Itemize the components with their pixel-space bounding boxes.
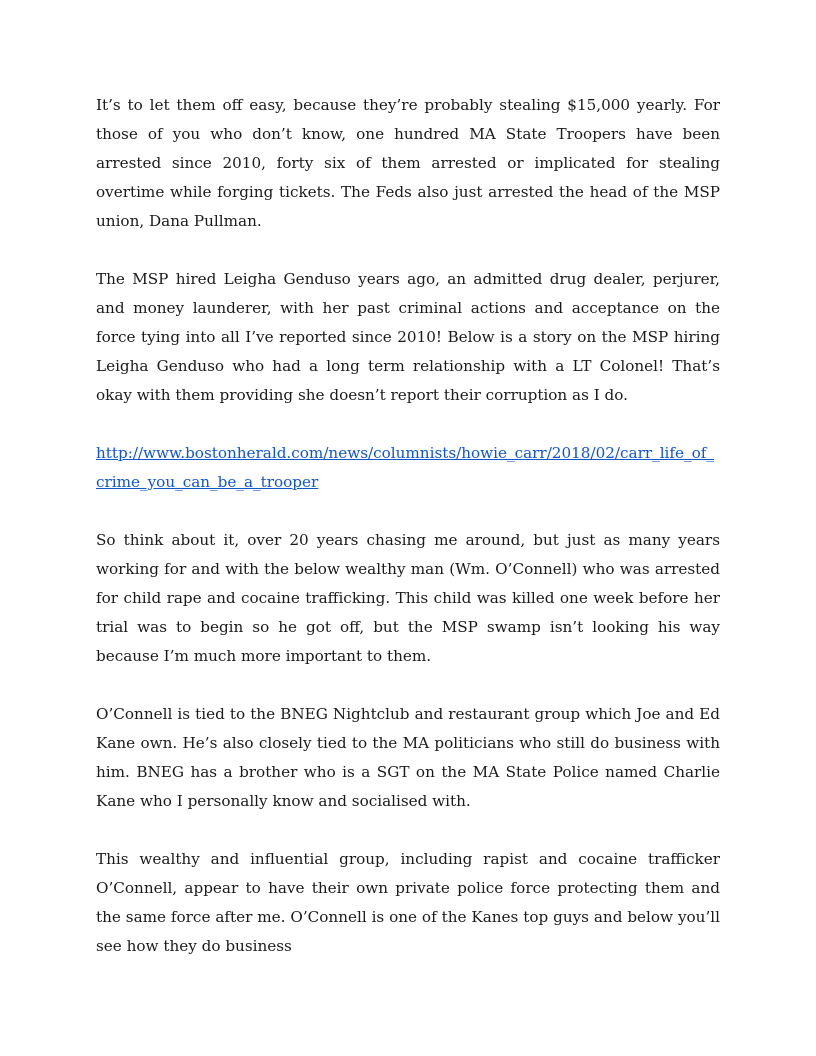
boston-herald-article-link[interactable]: http://www.bostonherald.com/news/columnists/howie_carr/2018/02/carr_life_of_crime_you_can_be_a_trooper (96, 444, 714, 491)
document-page (96, 91, 720, 990)
paragraph-overtime-theft: It’s to let them off easy, because they’re probably stealing $15,000 yearly. For those of you who don’t know, one hundred MA State Troopers have been arrested since 2010, forty six of them arrested or implicated for stealing overtime while forging tickets. The Feds also just arrested the head of the MSP union, Dana Pullman. (96, 96, 720, 230)
paragraph-genduso-hiring: The MSP hired Leigha Genduso years ago, an admitted drug dealer, perjurer, and money launderer, with her past criminal actions and acceptance on the force tying into all I’ve reported since 2010! Below is a story on the MSP hiring Leigha Genduso who had a long term relationship with a LT Colonel! That’s okay with them providing she doesn’t report their corruption as I do. (96, 270, 720, 404)
paragraph-oconnell-background: So think about it, over 20 years chasing me around, but just as many years working for and with the below wealthy man (Wm. O’Connell) who was arrested for child rape and cocaine trafficking. This child was killed one week before her trial was to begin so he got off, but the MSP swamp isn’t looking his way because I’m much more important to them. (96, 531, 720, 665)
paragraph-bneg-ties: O’Connell is tied to the BNEG Nightclub and restaurant group which Joe and Ed Kane own. He’s also closely tied to the MA politicians who still do business with him. BNEG has a brother who is a SGT on the MA State Police named Charlie Kane who I personally know and socialised with. (96, 705, 720, 810)
paragraph-private-police: This wealthy and influential group, including rapist and cocaine trafficker O’Connell, appear to have their own private police force protecting them and the same force after me. O’Connell is one of the Kanes top guys and below you’ll see how they do business (96, 850, 720, 955)
